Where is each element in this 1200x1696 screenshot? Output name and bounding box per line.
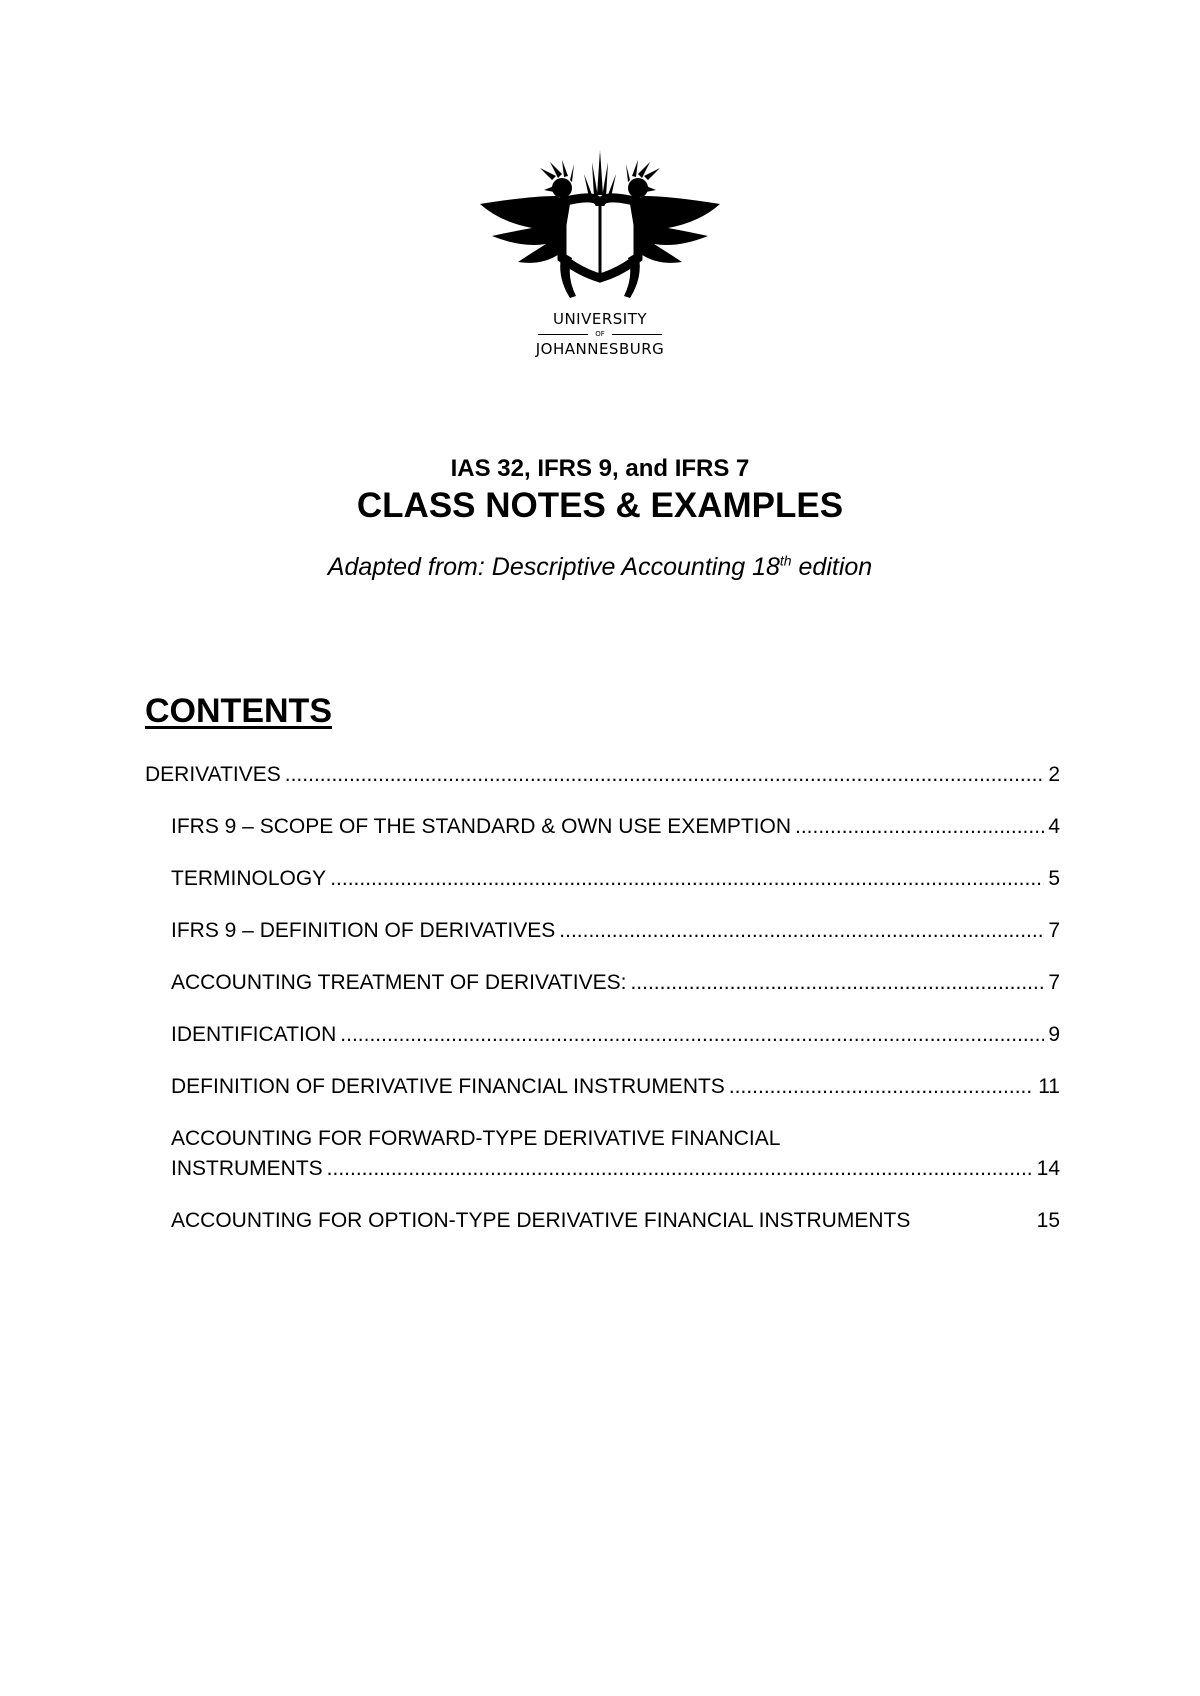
toc-entry-identification[interactable] — [171, 1020, 1060, 1050]
toc-entry-forward-type[interactable] — [171, 1154, 1060, 1184]
toc-leader — [340, 1020, 1044, 1050]
toc-entry-label: IDENTIFICATION — [171, 1023, 337, 1046]
toc-entry-label: ACCOUNTING FOR OPTION-TYPE DERIVATIVE FINANCIAL INSTRUMENTS — [171, 1209, 911, 1232]
document-title: CLASS NOTES & EXAMPLES — [356, 486, 844, 525]
toc-entry-terminology[interactable] — [171, 864, 1060, 894]
toc-page-number: 15 — [1036, 1209, 1060, 1232]
university-wordmark — [470, 310, 730, 358]
toc-page-number: 4 — [1048, 815, 1060, 838]
toc-entry-scope[interactable] — [171, 812, 1060, 842]
toc-leader — [330, 864, 1044, 894]
toc-entry-accounting-treatment[interactable] — [171, 968, 1060, 998]
document-subtitle: IAS 32, IFRS 9, and IFRS 7 — [450, 455, 750, 482]
toc-page-number: 14 — [1036, 1157, 1060, 1180]
toc-page-number: 9 — [1048, 1023, 1060, 1046]
toc-entry-label: INSTRUMENTS — [171, 1157, 323, 1180]
toc-entry-derivatives[interactable] — [145, 760, 1060, 790]
toc-entry-label: DEFINITION OF DERIVATIVE FINANCIAL INSTRUMENTS — [171, 1075, 725, 1098]
toc-entry-label: DERIVATIVES — [145, 763, 281, 786]
toc-page-number: 7 — [1048, 919, 1060, 942]
contents-heading: CONTENTS — [145, 692, 332, 730]
university-emblem-icon — [470, 140, 730, 300]
toc-entry-option-type[interactable] — [171, 1206, 1060, 1236]
source-note — [0, 553, 1200, 582]
toc-page-number: 2 — [1048, 763, 1060, 786]
toc-page-number: 11 — [1038, 1075, 1060, 1098]
toc-leader — [630, 968, 1044, 998]
toc-entry-label: IFRS 9 – SCOPE OF THE STANDARD & OWN USE EXEMPTION — [171, 815, 791, 838]
toc-leader — [559, 916, 1044, 946]
source-note-superscript: th — [779, 552, 792, 569]
toc-leader — [327, 1154, 1033, 1184]
toc-leader — [729, 1072, 1034, 1102]
toc-entry-label: TERMINOLOGY — [171, 867, 327, 890]
toc-entry-definition-instruments[interactable] — [171, 1072, 1060, 1102]
toc-page-number: 5 — [1048, 867, 1060, 890]
toc-entry-forward-type-line1[interactable]: ACCOUNTING FOR FORWARD-TYPE DERIVATIVE FINANCIAL — [171, 1127, 781, 1150]
source-note-prefix: Adapted from: Descriptive Accounting 18 — [327, 553, 780, 581]
toc-entry-label: IFRS 9 – DEFINITION OF DERIVATIVES — [171, 919, 556, 942]
toc-entry-label: ACCOUNTING TREATMENT OF DERIVATIVES: — [171, 971, 627, 994]
toc-entry-definition[interactable] — [171, 916, 1060, 946]
toc-leader — [285, 760, 1045, 790]
wordmark-university: UNIVERSITY — [552, 310, 648, 328]
university-logo — [470, 140, 730, 372]
wordmark-of: OF — [470, 328, 730, 340]
toc-page-number: 7 — [1048, 971, 1060, 994]
wordmark-johannesburg: JOHANNESBURG — [535, 340, 665, 358]
toc-leader — [795, 812, 1044, 842]
source-note-suffix: edition — [791, 553, 873, 581]
